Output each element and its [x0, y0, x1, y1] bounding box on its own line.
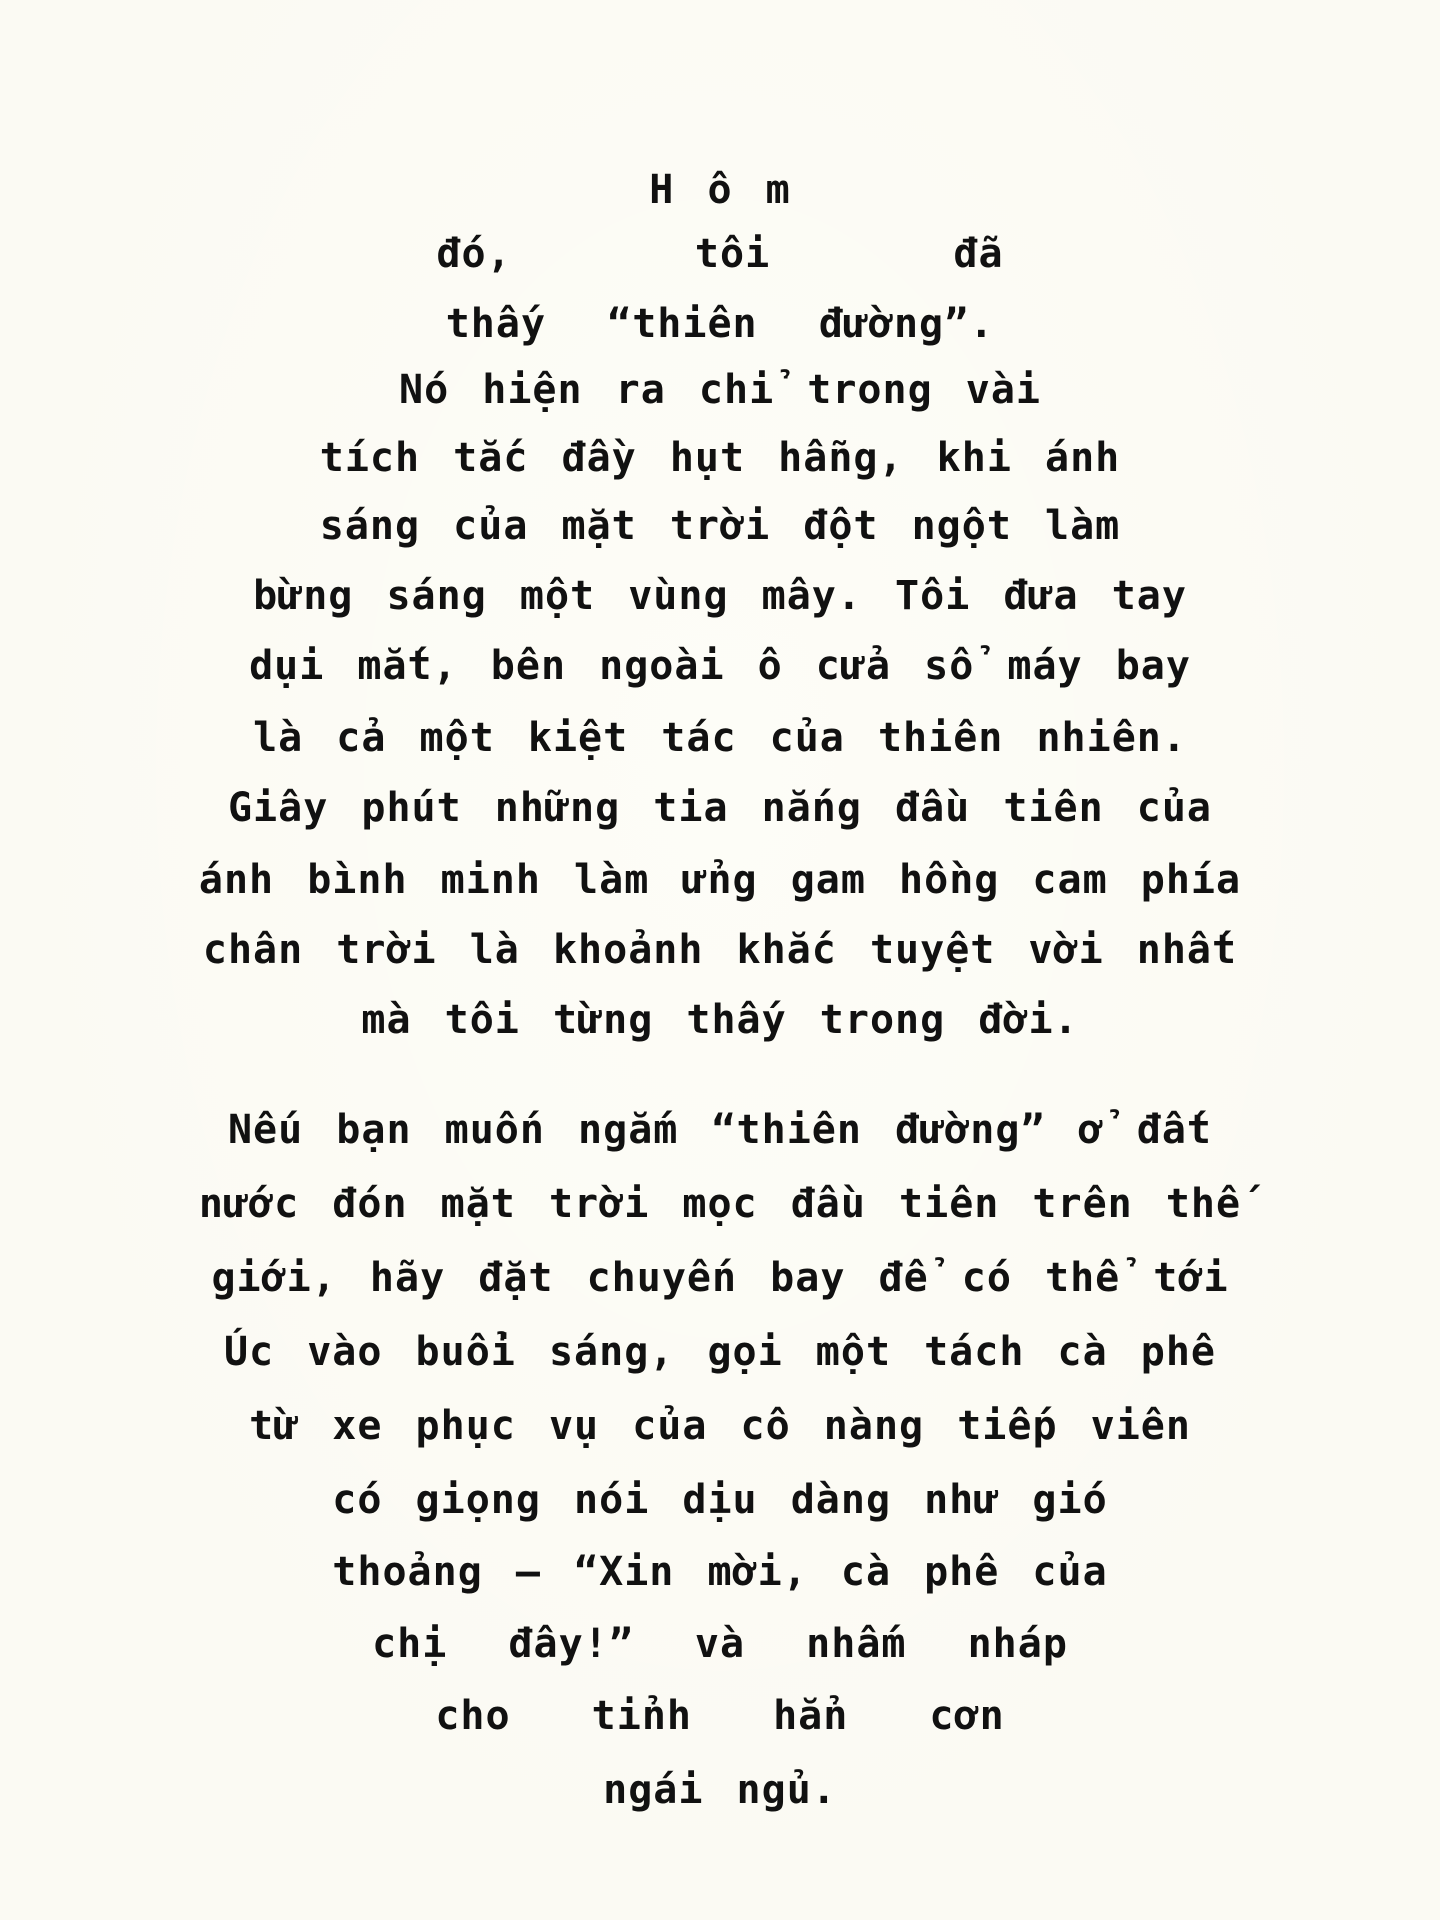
- text-line: ngái ngủ.: [603, 1767, 837, 1813]
- text-line: Giây phút những tia nắng đầu tiên của: [227, 785, 1213, 831]
- text-line: thấy “thiên đường”.: [445, 301, 995, 347]
- text-line: Nếu bạn muốn ngắm “thiên đường” ở đất: [227, 1107, 1213, 1153]
- text-line: đó, tôi đã: [436, 231, 1004, 277]
- text-line: ánh bình minh làm ửng gam hồng cam phía: [198, 857, 1242, 903]
- text-line: thoảng – “Xin mời, cà phê của: [332, 1549, 1108, 1595]
- text-line: là cả một kiệt tác của thiên nhiên.: [253, 715, 1187, 761]
- text-line: Úc vào buổi sáng, gọi một tách cà phê: [223, 1329, 1217, 1375]
- text-line: mà tôi từng thấy trong đời.: [361, 997, 1079, 1043]
- text-line: chị đây!” và nhấm nháp: [372, 1621, 1068, 1667]
- text-line: dụi mắt, bên ngoài ô cửa sổ máy bay: [249, 643, 1191, 689]
- text-line: tích tắc đầy hụt hẫng, khi ánh: [319, 435, 1121, 481]
- text-line: H ô m: [649, 167, 791, 213]
- text-line: có giọng nói dịu dàng như gió: [332, 1477, 1108, 1523]
- text-line: nước đón mặt trời mọc đầu tiên trên thế: [198, 1181, 1242, 1227]
- text-line: giới, hãy đặt chuyến bay để có thể tới: [211, 1255, 1229, 1301]
- text-line: bừng sáng một vùng mây. Tôi đưa tay: [253, 573, 1187, 619]
- text-line: Nó hiện ra chỉ trong vài: [399, 367, 1041, 413]
- text-line: sáng của mặt trời đột ngột làm: [319, 503, 1121, 549]
- text-line: chân trời là khoảnh khắc tuyệt vời nhất: [202, 927, 1238, 973]
- text-line: cho tỉnh hẳn cơn: [435, 1693, 1005, 1739]
- text-line: từ xe phục vụ của cô nàng tiếp viên: [249, 1403, 1191, 1449]
